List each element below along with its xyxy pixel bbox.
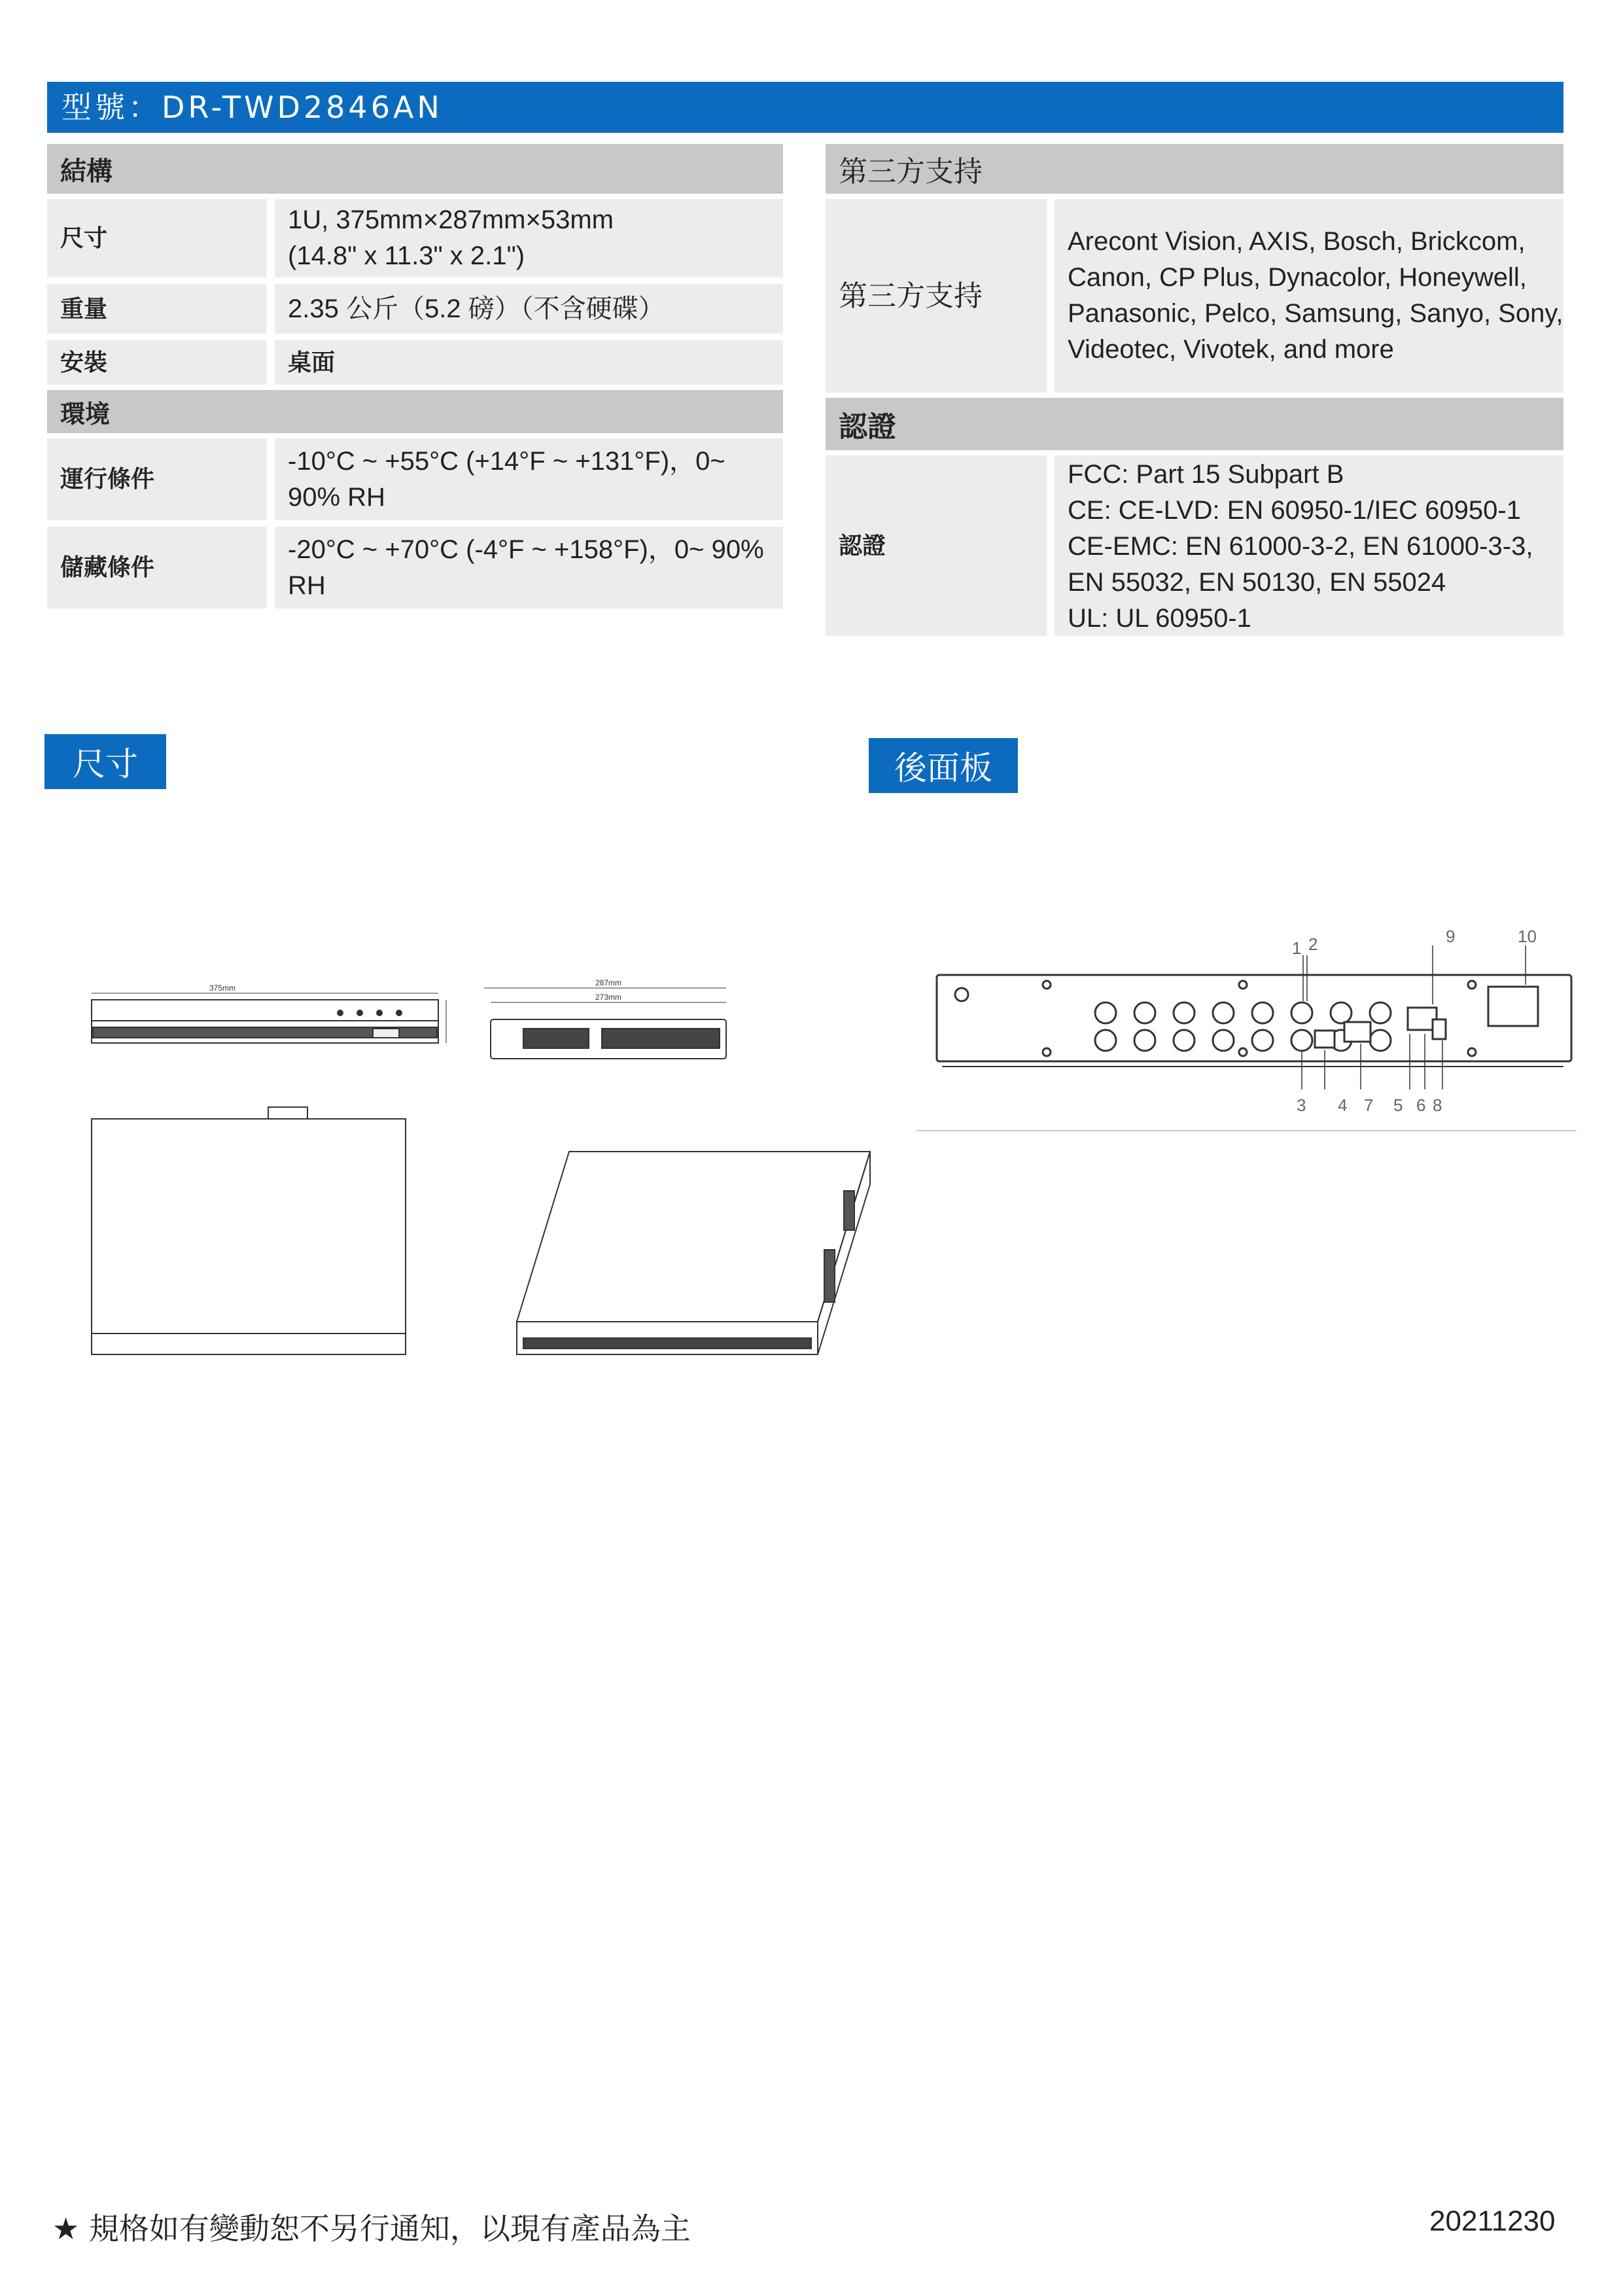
callout-5: 5	[1393, 1095, 1403, 1115]
disclaimer-note: ★ 規格如有變動恕不另行通知，以現有產品為主	[52, 2211, 691, 2246]
rear-panel-section-tag: 後面板	[869, 738, 1018, 793]
callout-8: 8	[1433, 1095, 1442, 1115]
callout-3: 3	[1297, 1095, 1306, 1115]
callout-6: 6	[1416, 1095, 1426, 1115]
front-width-label: 375mm	[209, 983, 236, 993]
model-title: 型號：DR-TWD2846AN	[61, 90, 443, 125]
callout-10: 10	[1518, 927, 1537, 946]
certification-header: 認證	[826, 398, 1563, 450]
weight-value: 2.35 公斤（5.2 磅）（不含硬碟）	[275, 284, 783, 334]
installation-value: 桌面	[275, 340, 783, 385]
side-depth-inner-label: 273mm	[595, 993, 622, 1002]
dimensions-section-tag: 尺寸	[44, 734, 166, 789]
third-party-header: 第三方支持	[826, 144, 1563, 194]
size-label: 尺寸	[47, 199, 266, 277]
callout-7: 7	[1364, 1095, 1374, 1115]
storage-conditions-label: 儲藏條件	[47, 527, 266, 609]
environment-header: 環境	[47, 390, 783, 433]
size-value: 1U, 375mm×287mm×53mm (14.8" x 11.3" x 2.1")	[275, 199, 783, 277]
storage-conditions-value: -20°C ~ +70°C (-4°F ~ +158°F)，0~ 90% RH	[275, 527, 783, 609]
rear-panel-drawing	[916, 910, 1583, 1145]
callout-2: 2	[1308, 934, 1318, 954]
model-title-bar	[47, 82, 1563, 133]
certification-value: FCC: Part 15 Subpart B CE: CE-LVD: EN 60950-1/IEC 60950-1 CE-EMC: EN 61000-3-2, EN 61000-3-3, EN 55032, EN 50130, EN 55024 UL: UL 60950-1	[1055, 455, 1563, 636]
installation-label: 安裝	[47, 340, 266, 385]
third-party-value: Arecont Vision, AXIS, Bosch, Brickcom, Canon, CP Plus, Dynacolor, Honeywell, Panasonic, Pelco, Samsung, Sanyo, Sony, Videotec, Vivotek, and more	[1055, 199, 1563, 393]
operating-conditions-label: 運行條件	[47, 438, 266, 520]
support-table	[826, 144, 1563, 636]
operating-conditions-value: -10°C ~ +55°C (+14°F ~ +131°F)，0~ 90% RH	[275, 438, 783, 520]
callout-9: 9	[1446, 927, 1456, 946]
side-depth-outer-label: 287mm	[595, 978, 622, 987]
callout-4: 4	[1338, 1095, 1348, 1115]
weight-label: 重量	[47, 284, 266, 334]
third-party-label: 第三方支持	[826, 199, 1047, 393]
callout-1: 1	[1292, 938, 1302, 958]
structure-table	[47, 144, 783, 609]
document-date: 20211230	[1429, 2205, 1556, 2237]
dimension-drawings	[72, 955, 883, 1361]
structure-header: 結構	[47, 144, 783, 194]
certification-label: 認證	[826, 455, 1047, 636]
